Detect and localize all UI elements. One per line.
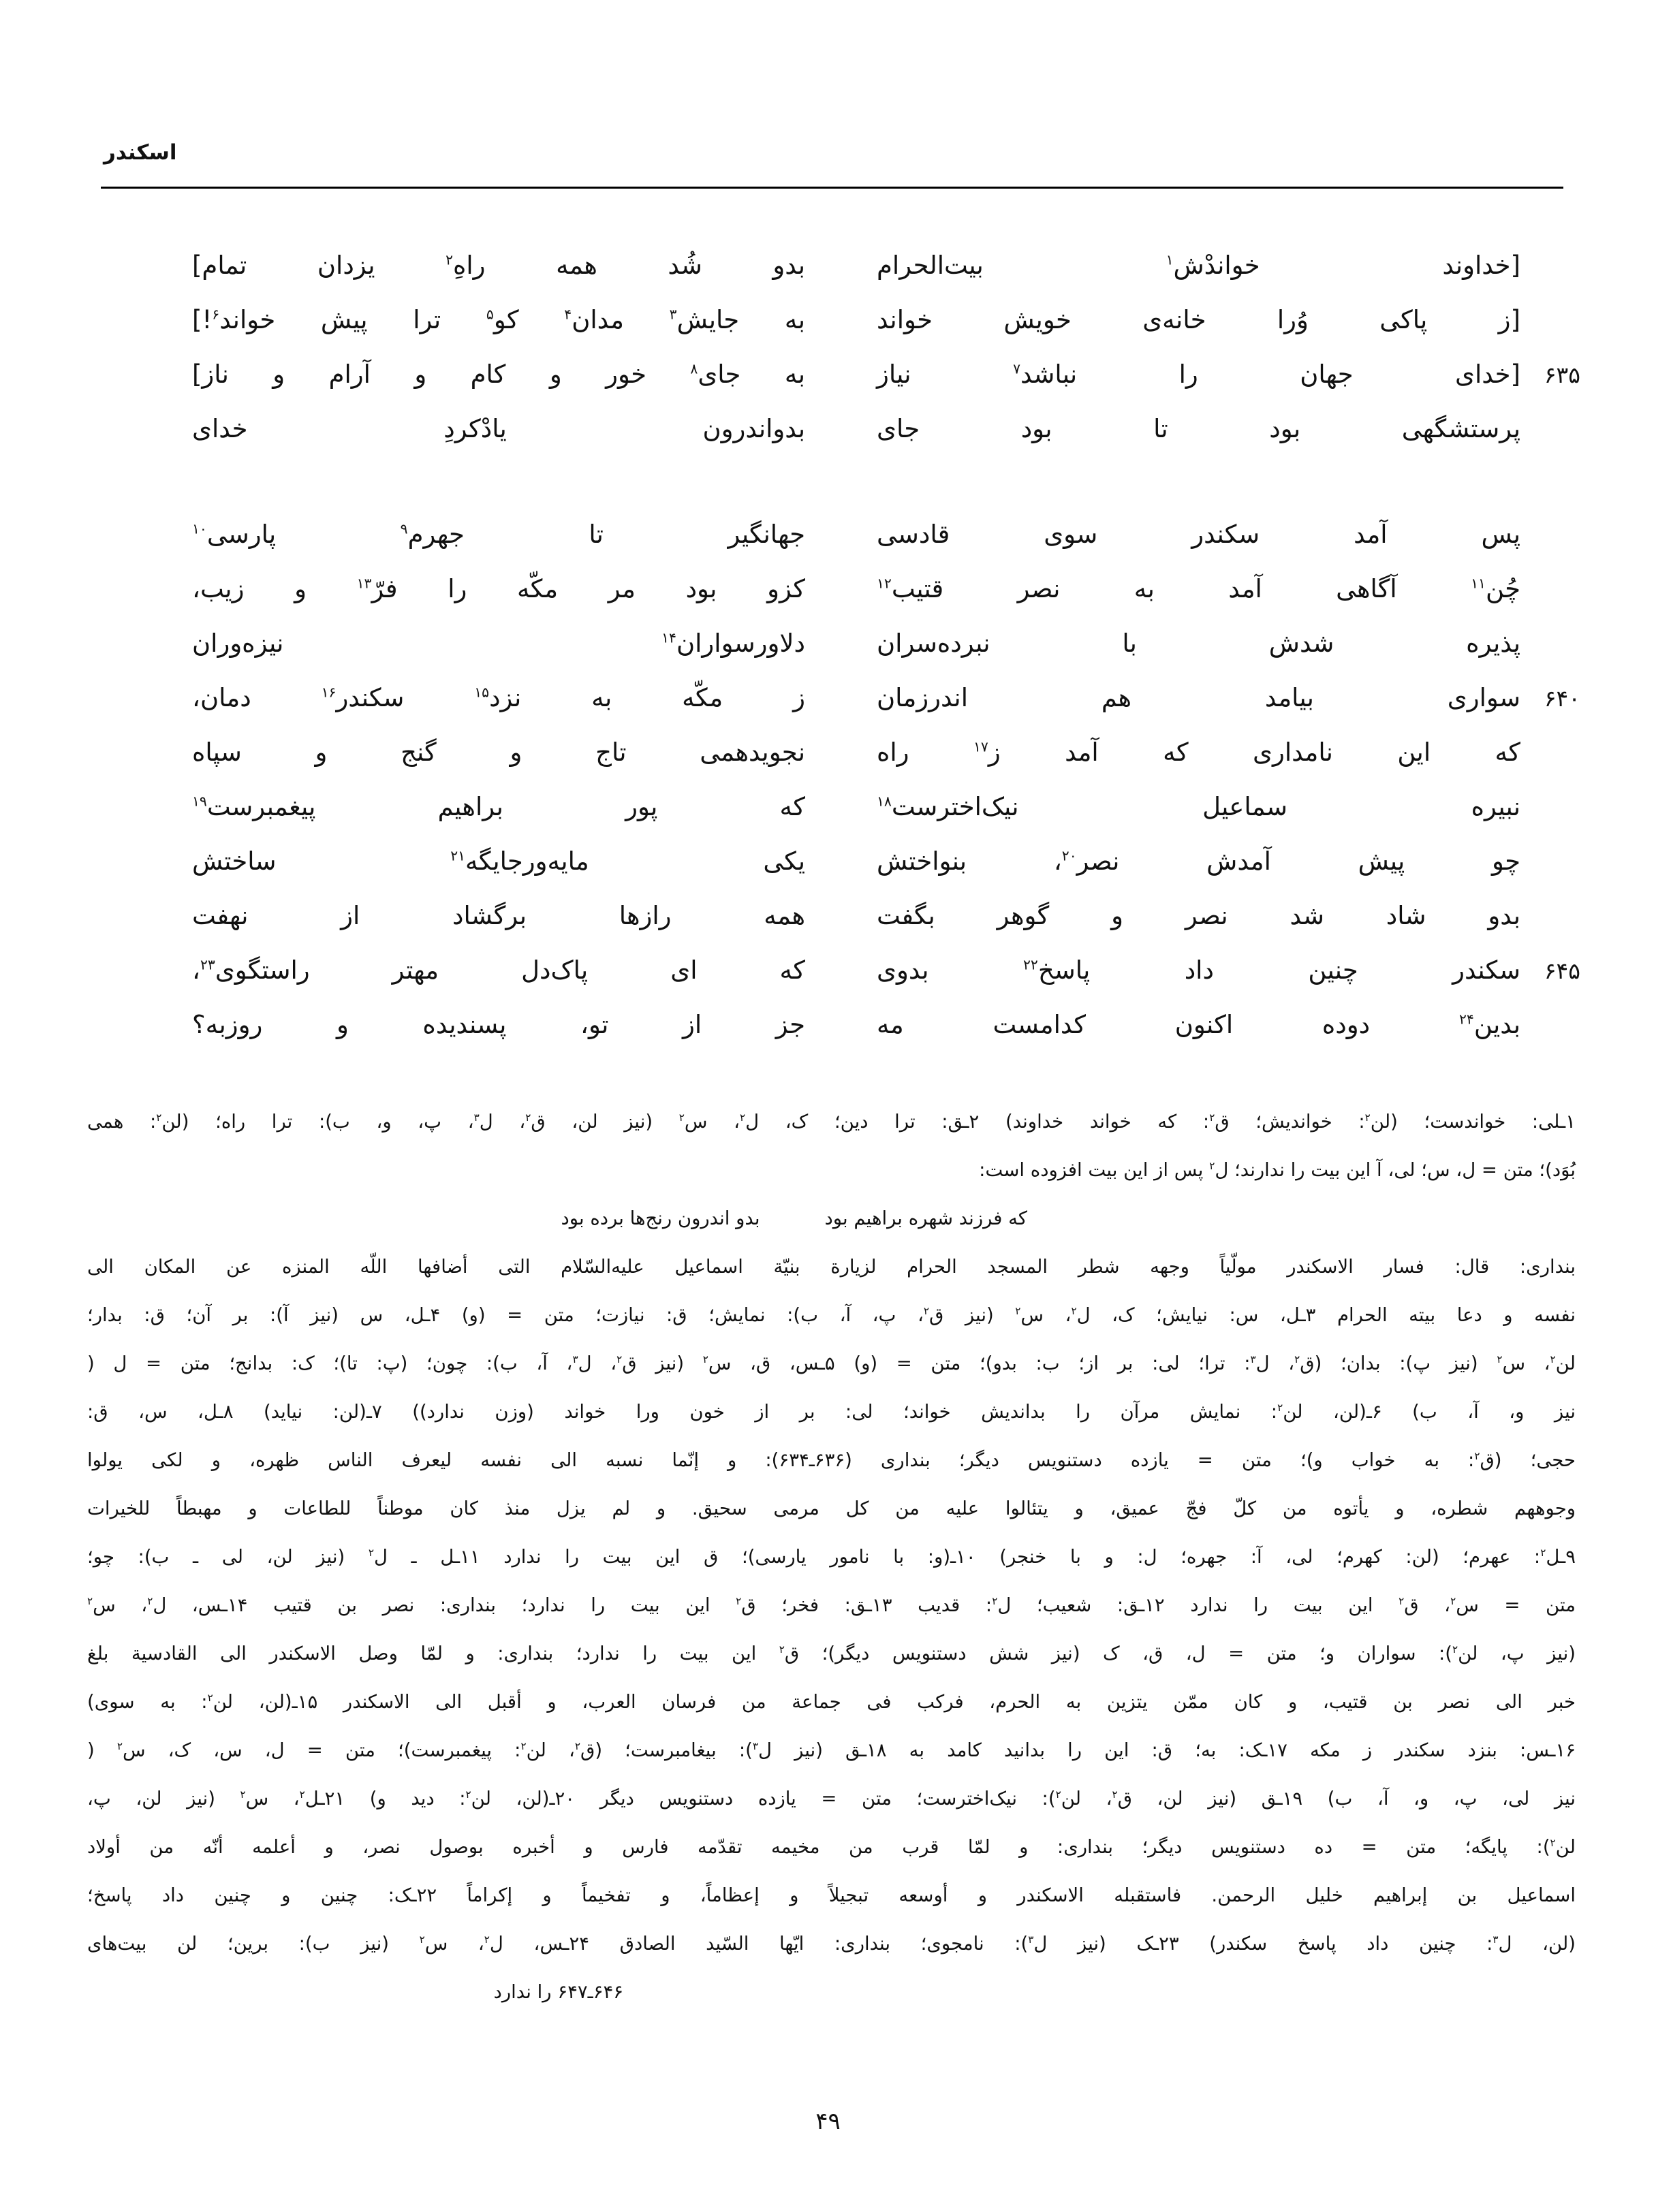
couplet [192,347,1580,402]
hemistich-right: [ز پاکی وُرا خانه‌ی خویش خواند [877,304,1520,334]
hemistich-left: دلاورسواران$^{۱۴}$ نیزه‌وران [192,628,805,658]
apparatus-line: ۶۴۶ـ۶۴۷ را ندارد [493,1981,623,2003]
apparatus-line: اسماعیل بن إبراهیم خلیل الرحمن. فاستقبله الاسکندر و أوسعه تبجیلاً و إعظاماً، و تفخیماً و إکراماً ۲۲ـک: چنین و چنین داد پاسخ؛ [87,1884,1576,1906]
hemistich-right: سکندر چنین داد پاسخ$^{۲۲}$ بدوی [877,955,1521,985]
apparatus-line: نیز و، آ، ب) ۶ـ(لن، لن$^۲$: نمایش مرآن را بداندیش خواند؛ لی: بر از خون ورا خواند (وزن ندارد)) ۷ـ(لن: نیاید) ۸ـل، س، ق: [87,1401,1576,1423]
apparatus-line: نفسه و دعا بیته الحرام ۳ـل، س: نیایش؛ ک، ل$^۲$، س$^۲$ (نیز ق$^۲$، پ، آ، ب): نمایش؛ ق: نیازت؛ متن = (و) ۴ـل، س (نیز آ): بر آن؛ ق: بدار؛ [87,1304,1576,1326]
apparatus-line: (نیز پ، لن$^۲$): سواران و؛ متن = ل، ق، ک (نیز شش دستنویس دیگر)؛ ق$^۲$ این بیت را ندارد؛ بنداری: و لمّا وصل الاسکندر الی القادسیة بلغ [87,1643,1576,1664]
apparatus-line: ۹ـل$^۲$: عهرم؛ (لن: کهرم؛ لی، آ: جهره؛ ل: و با خنجر) ۱۰ـ(و: با نامور یارسی)؛ ق این بیت را ندارد ۱۱ـل ـ ل$^۲$ (نیز لن، لی ـ ب): چو؛ [87,1546,1576,1568]
couplet [192,562,1580,616]
couplet [192,293,1580,347]
verse-number: ۶۳۵ [1544,361,1580,388]
apparatus-line: وجوههم شطره، و یأتوه من کلّ فجّ عمیق، و یتئالوا علیه من کل مرمی سحیق. و لم یزل منذ کان موطناً للطاعات و مهبطاً للخیرات [87,1498,1576,1519]
hemistich-right: پرستشگهی بود تا بود جای [877,413,1520,443]
hemistich-right: چُن$^{۱۱}$ آگاهی آمد به نصر قتیب$^{۱۲}$ [877,573,1520,603]
apparatus-line: نیز لی، پ، و، آ، ب) ۱۹ـق (نیز لن، ق$^۲$، لن$^۲$): نیک‌اخترست؛ متن = یازده دستنویس دیگر ۲۰ـ(لن، لن$^۲$: دید و) ۲۱ـل$^۲$، س$^۲$ (نیز لن، پ، [87,1788,1576,1810]
hemistich-left: به جایش$^۳$ مدان$^۴$ کو$^۵$ ترا پیش خواند$^۶$!] [192,304,806,334]
hemistich-right: نبیره سماعیل نیک‌اخترست$^{۱۸}$ [877,791,1520,821]
hemistich-left: جهانگیر تا جهرم$^۹$ پارسی$^{۱۰}$ [192,519,805,549]
apparatus-line: حجی؛ (ق$^۲$: به خواب و)؛ متن = یازده دستنویس دیگر؛ بنداری (۶۳۶ـ۶۳۴): و إنّما نسبه الی نفسه لیعرف الناس ظهره، و لکی یولوا [87,1449,1576,1471]
inserted-verse-right: که فرزند شهره براهیم بود [824,1207,1027,1229]
hemistich-left: بدواندرون یادْکردِ خدای [192,413,805,443]
hemistich-right: سواری بیامد هم اندرزمان [877,682,1520,712]
hemistich-left: کزو بود مر مکّه را فرّ$^{۱۳}$ و زیب، [192,573,805,603]
couplet [192,998,1580,1052]
hemistich-right: پذیره شدش با نبرده‌سران [877,628,1520,658]
hemistich-left: که ای پاک‌دل مهتر راستگوی$^{۲۳}$، [192,955,805,985]
apparatus-inserted-verse [87,1195,1027,1243]
poem [192,238,1580,1052]
apparatus-line: بنداری: قال: فسار الاسکندر مولّیاً وجهه شطر المسجد الحرام لزیارة بنیّة اسماعیل علیه‌السّلام التی أضافها اللّه المنزه عن المکان الی [87,1256,1576,1278]
inserted-verse-left: بدو اندرون رنج‌ها برده بود [561,1207,760,1229]
verse-number: ۶۴۵ [1544,957,1580,984]
couplet [192,671,1580,725]
apparatus-line: بُوَد)؛ متن = ل، س؛ لی، آ این بیت را ندارند؛ ل$^۲$ پس از این بیت افزوده است: [979,1159,1576,1181]
couplet [192,889,1580,943]
hemistich-right: پس آمد سکندر سوی قادسی [877,519,1520,549]
couplet [192,402,1580,456]
apparatus-line: ۱۶ـس: بنزد سکندر ز مکه ۱۷ـک: به؛ ق: این را بدانید کامد به ۱۸ـق (نیز ل$^۳$): بیغامبرست؛ (ق$^۲$، لن$^۲$: پیغمبرست)؛ متن = ل، س، ک، س$^۲$ ( [87,1739,1576,1761]
hemistich-left: جز از تو، پسندیده و روزبه؟ [192,1009,805,1039]
apparatus-line: متن = س$^۲$، ق$^۲$ این بیت را ندارد ۱۲ـق: شعیب؛ ل$^۲$: قدیب ۱۳ـق: فخر؛ ق$^۲$ این بیت را ندارد؛ بنداری: نصر بن قتیب ۱۴ـس، ل$^۲$، س$^۲$ [87,1594,1576,1616]
hemistich-right: [خداوند خواندْش$^۱$ بیت‌الحرام [877,250,1520,280]
apparatus-line: لن$^۲$): پایگه؛ متن = ده دستنویس دیگر؛ بنداری: و لمّا قرب من مخیمه تقدّمه فارس و أخبره بوصول نصر، و أعلمه أنّه من أولاد [87,1836,1576,1858]
page-number: ۴۹ [815,2108,841,2135]
hemistich-left: همه رازها برگشاد از نهفت [192,900,805,930]
hemistich-left: نجویدهمی تاج و گنج و سپاه [192,737,805,767]
couplet [192,616,1580,671]
critical-apparatus [87,1098,1576,2017]
hemistich-right: بدین$^{۲۴}$ دوده اکنون کدامست مه [877,1009,1520,1039]
apparatus-line: لن$^۲$، س$^۲$ (نیز پ): بدان؛ (ق$^۲$، ل$^۳$: ترا؛ لی: بر از؛ ب: بدو)؛ متن = (و) ۵ـس، ق، س$^۲$ (نیز ق$^۲$، ل$^۳$، آ، ب): چون؛ (پ: تا)؛ ک: بدانج؛ متن = ل ( [87,1353,1576,1374]
hemistich-left: بدو شُد همه راهِ$^۲$ یزدان تمام] [192,250,805,280]
couplet [192,725,1580,780]
couplet [192,780,1580,834]
header-rule [101,187,1563,189]
hemistich-left: به جای$^۸$ خور و کام و آرام و ناز] [192,359,805,389]
hemistich-left: یکی مایه‌ورجایگه$^{۲۱}$ ساختش [192,846,805,876]
hemistich-right: [خدای جهان را نباشد$^۷$ نیاز [877,359,1520,389]
couplet [192,943,1580,998]
hemistich-right: که این نامداری که آمد ز$^{۱۷}$ راه [877,737,1521,767]
hemistich-left: ز مکّه به نزد$^{۱۵}$ سکندر$^{۱۶}$ دمان، [192,682,805,712]
apparatus-line: خبر الی نصر بن قتیب، و کان ممّن یتزین به الحرم، فرکب فی جماعة من فرسان العرب، و أقبل الی الاسکندر ۱۵ـ(لن، لن$^۲$: به سوی) [87,1691,1576,1713]
hemistich-right: بدو شاد شد نصر و گوهر بگفت [877,900,1520,930]
couplet [192,238,1580,293]
couplet [192,507,1580,562]
hemistich-left: که پور براهیم پیغمبرست$^{۱۹}$ [192,791,805,821]
hemistich-right: چو پیش آمدش نصر$^{۲۰}$، بنواختش [877,846,1520,876]
running-head: اسکندر [104,140,177,165]
verse-number: ۶۴۰ [1544,684,1580,712]
apparatus-line: ۱ـلی: خواندست؛ (لن$^۲$: خواندیش؛ ق$^۲$: که خواند خداوند) ۲ـق: ترا دین؛ ک، ل$^۲$، س$^۲$ (نیز لن، ق$^۲$، ل$^۳$، پ، و، ب): ترا راه؛ (لن$^۲$: همی [87,1111,1576,1133]
apparatus-line: (لن، ل$^۳$: چنین داد پاسخ سکندر) ۲۳ـک (نیز ل$^۳$): نامجوی؛ بنداری: ایّها السّید الصادق ۲۴ـس، ل$^۲$، س$^۲$ (نیز ب): برین؛ لن بیت‌های [87,1933,1576,1955]
couplet [192,834,1580,889]
